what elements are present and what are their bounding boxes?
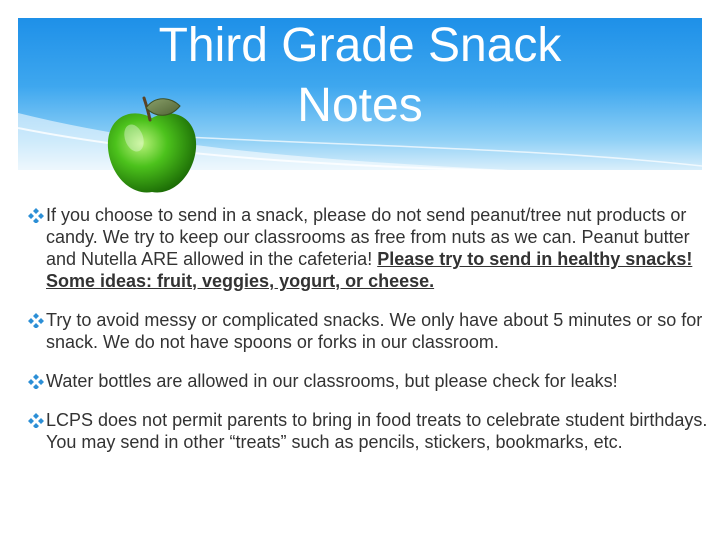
diamond-bullet-icon xyxy=(28,207,44,223)
diamond-bullet-icon xyxy=(28,312,44,328)
bullet-text: LCPS does not permit parents to bring in food treats to celebrate student birthdays. You may send in other “treats” such as pencils, stickers, bookmarks, etc. xyxy=(46,410,708,452)
bullet-text: Try to avoid messy or complicated snacks. We only have about 5 minutes or so for snack. We do not have spoons or forks in our classroom. xyxy=(46,310,703,352)
list-item xyxy=(28,204,712,292)
apple-icon xyxy=(100,96,204,200)
bullet-emphasis: Please try to send in healthy snacks! Some ideas: fruit, veggies, yogurt, or cheese. xyxy=(46,249,693,291)
bullet-text: Water bottles are allowed in our classrooms, but please check for leaks! xyxy=(46,371,618,391)
title-line-1: Third Grade Snack xyxy=(158,19,562,72)
list-item xyxy=(28,370,712,392)
bullet-text: If you choose to send in a snack, please do not send peanut/tree nut products or candy. We try to keep our classrooms as free from nuts as we can. Peanut butter and Nutella ARE allowed in the cafeteria! xyxy=(46,205,690,269)
title-line-2: Notes xyxy=(297,79,423,132)
bullet-list xyxy=(28,204,712,470)
diamond-bullet-icon xyxy=(28,412,44,428)
diamond-bullet-icon xyxy=(28,373,44,389)
list-item xyxy=(28,409,712,453)
list-item xyxy=(28,309,712,353)
